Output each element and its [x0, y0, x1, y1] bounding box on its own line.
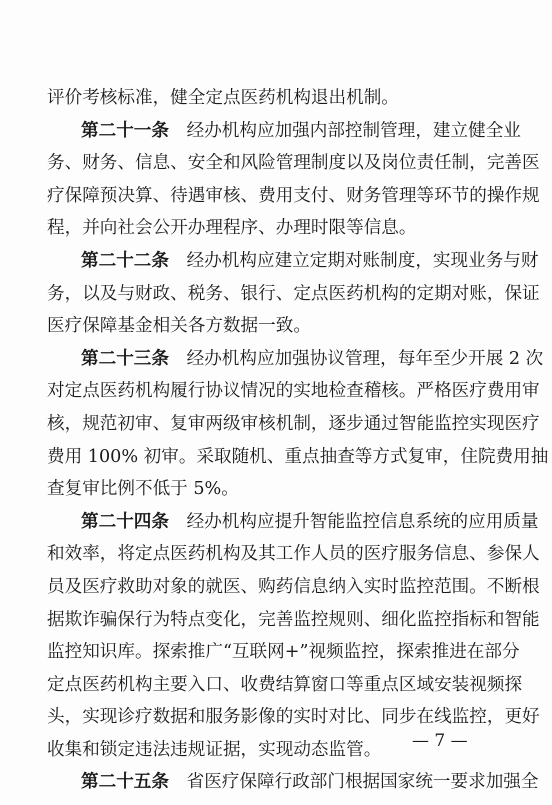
text-line: [47, 571, 540, 604]
line-text: 经办机构应加强协议管理，每年至少开展 2 次: [186, 348, 544, 369]
text-line: [47, 701, 540, 734]
text-line: [47, 538, 540, 571]
line-text: 费用 100% 初审。采取随机、重点抽查等方式复审，住院费用抽: [47, 446, 549, 467]
article-number: 第二十四条: [81, 511, 169, 532]
line-text: 疗保障预决算、待遇审核、费用支付、财务管理等环节的操作规: [47, 185, 540, 206]
line-text: 评价考核标准，健全定点医药机构退出机制。: [47, 88, 399, 108]
text-line: [47, 212, 507, 245]
text-line: [47, 278, 540, 311]
line-text: 头，实现诊疗数据和服务影像的实时对比、同步在线监控，更好: [47, 707, 540, 728]
line-text: 对定点医药机构履行协议情况的实地检查稽核。严格医疗费用审: [47, 381, 540, 402]
text-line: [47, 604, 540, 637]
line-text: 员及医疗救助对象的就医、购药信息纳入实时监控范围。不断根: [47, 576, 540, 597]
line-text: 核，规范初审、复审两级审核机制，逐步通过智能监控实现医疗: [47, 413, 540, 434]
line-text: 务，以及与财政、税务、银行、定点医药机构的定期对账，保证: [47, 283, 540, 304]
text-line: [47, 82, 507, 115]
line-text: 据欺诈骗保行为特点变化，完善监控规则、细化监控指标和智能: [47, 609, 540, 630]
line-text: 省医疗保障行政部门根据国家统一要求加强全: [186, 772, 539, 793]
text-line: [47, 636, 520, 669]
text-line: [47, 669, 523, 702]
line-text: 收集和锁定违法违规证据，实现动态监管。: [47, 739, 382, 760]
line-text: 经办机构应提升智能监控信息系统的应用质量: [186, 511, 539, 532]
text-line: [47, 408, 540, 441]
text-line: [47, 473, 507, 506]
line-text: 医疗保障基金相关各方数据一致。: [47, 316, 311, 337]
line-text: 务、财务、信息、安全和风险管理制度以及岗位责任制，完善医: [47, 153, 540, 174]
text-line: [47, 310, 507, 343]
line-text: 监控知识库。探索推广“互联网+”视频监控，探索推进在部分: [47, 642, 520, 663]
text-line: [47, 115, 521, 148]
line-text: 查复审比例不低于 5%。: [47, 479, 239, 500]
body-text: [47, 82, 549, 799]
line-text: 定点医药机构主要入口、收费结算窗口等重点区域安装视频探: [47, 674, 523, 695]
article-number: 第二十一条: [81, 120, 169, 141]
text-line: [47, 766, 539, 799]
line-text: 和效率，将定点医药机构及其工作人员的医疗服务信息、参保人: [47, 544, 540, 565]
article-number: 第二十五条: [81, 772, 169, 793]
text-line: [47, 245, 539, 278]
text-line: [47, 147, 540, 180]
text-line: [47, 375, 540, 408]
text-line: [47, 343, 544, 376]
text-line: [47, 506, 539, 539]
line-text: 程，并向社会公开办理程序、办理时限等信息。: [47, 218, 417, 239]
article-number: 第二十二条: [81, 250, 169, 271]
text-line: [47, 180, 540, 213]
article-number: 第二十三条: [81, 348, 169, 369]
line-text: 经办机构应加强内部控制管理，建立健全业: [186, 120, 521, 141]
line-text: 经办机构应建立定期对账制度，实现业务与财: [186, 250, 539, 271]
page-number: — 7 —: [412, 731, 468, 751]
text-line: [47, 441, 549, 474]
